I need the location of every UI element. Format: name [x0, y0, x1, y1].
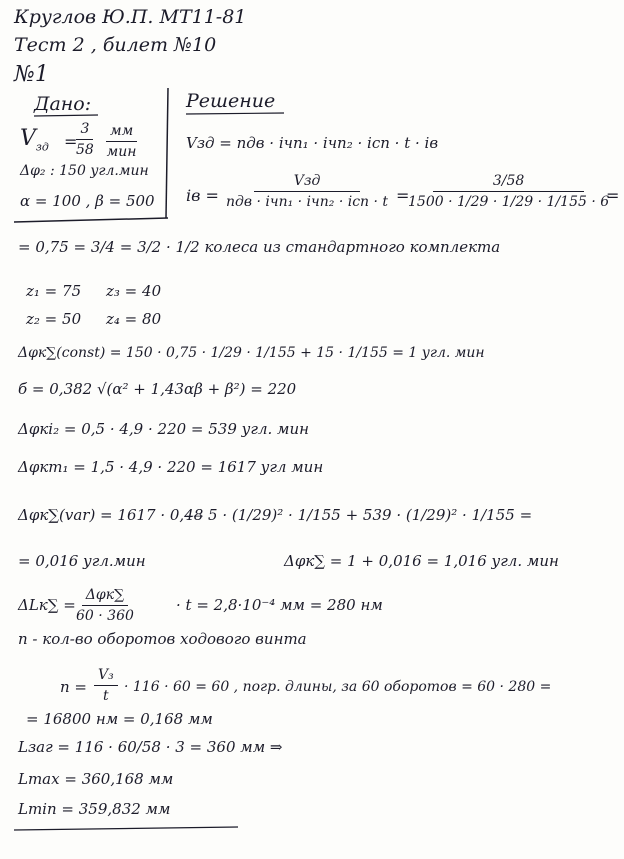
- solution-n-fraction: $\frac{\text{V₃}}{t}$: [94, 668, 118, 703]
- solution-n-def: n - кол-во оборотов ходового винта: [18, 630, 307, 648]
- solution-dphi-ki2: Δφкi₂ = 0,5 · 4,9 · 220 = 539 угл. мин: [18, 420, 310, 438]
- solution-sigma: б = 0,382 √(α² + 1,43αβ + β²) = 220: [18, 380, 297, 398]
- given-v-unit-fraction: мм мин: [106, 123, 137, 160]
- solution-eq-1: =: [396, 186, 410, 205]
- given-v-fraction: $\frac{3}{58}$: [76, 121, 94, 158]
- solution-ib-fraction: Vзд nдв · iчп₁ · iчп₂ · iсп · t: [226, 173, 389, 210]
- solution-z1: z₁ = 75: [26, 282, 82, 300]
- solution-l-var: Lзаг = 116 · 60/58 · 3 = 360 мм ⇒: [18, 738, 283, 756]
- given-divider-vertical: [166, 88, 168, 218]
- solution-dl-label: ΔLк∑ =: [18, 596, 76, 614]
- given-dphi: Δφ₂ : 150 угл.мин: [20, 163, 149, 179]
- solution-title-underline: [186, 113, 284, 114]
- solution-dl-rest: · t = 2,8·10⁻⁴ мм = 280 нм: [176, 596, 383, 614]
- solution-z2: z₂ = 50: [26, 310, 82, 328]
- solution-n-label: n =: [60, 678, 87, 696]
- solution-eq-2: =: [606, 186, 620, 205]
- given-alpha-beta: α = 100 , β = 500: [20, 192, 155, 210]
- solution-z4: z₄ = 80: [106, 310, 162, 328]
- solution-l-min: Lmin = 359,832 мм: [18, 800, 171, 818]
- solution-dl-fraction: Δφк∑ 60 · 360: [76, 587, 134, 624]
- solution-line-16800: = 16800 нм = 0,168 мм: [26, 710, 213, 728]
- solution-line-016: = 0,016 угл.мин: [18, 552, 146, 570]
- solution-title: Решение: [186, 90, 276, 112]
- solution-dphi-sum: Δφк∑ = 1 + 0,016 = 1,016 угл. мин: [284, 552, 559, 570]
- solution-ib-fraction-2: $\frac{3/58}{1500 \cdot 1/29 \cdot 1/29 \cdot 1/155 \cdot 6}$: [408, 173, 610, 210]
- given-title-underline: [34, 115, 98, 116]
- solution-line-075: = 0,75 = 3/4 = 3/2 · 1/2 колеса из стандартного комплекта: [18, 238, 501, 256]
- solution-l-max: Lmax = 360,168 мм: [18, 770, 174, 788]
- header-test: Тест 2 , билет №10: [14, 34, 217, 56]
- solution-z3: z₃ = 40: [106, 282, 162, 300]
- solution-dphi-const: Δφк∑(const) = 150 · 0,75 · 1/29 · 1/155 + 15 · 1/155 = 1 угл. мин: [18, 345, 485, 361]
- solution-ib-label: iв =: [186, 186, 219, 205]
- solution-formula-1: Vзд = nдв · iчп₁ · iчп₂ · iсп · t · iв: [186, 134, 439, 152]
- given-divider-horizontal: [14, 218, 168, 222]
- final-underline: [14, 827, 238, 830]
- solution-dphi-var: Δφк∑(var) = 1617 · 0,4̶8̶ 5 · (1/29)² · 1/155 + 539 · (1/29)² · 1/155 =: [18, 506, 533, 524]
- solution-n-rest: · 116 · 60 = 60 , погр. длины, за 60 оборотов = 60 · 280 =: [124, 679, 552, 695]
- given-v-label: $V_{зд}$: [20, 126, 49, 154]
- given-v-eq: =: [64, 132, 78, 151]
- solution-dphi-kt1: Δφкт₁ = 1,5 · 4,9 · 220 = 1617 угл мин: [18, 458, 324, 476]
- given-title: Дано:: [34, 93, 92, 115]
- header-problem: №1: [14, 62, 49, 87]
- header-author: Круглов Ю.П. МТ11-81: [14, 6, 247, 28]
